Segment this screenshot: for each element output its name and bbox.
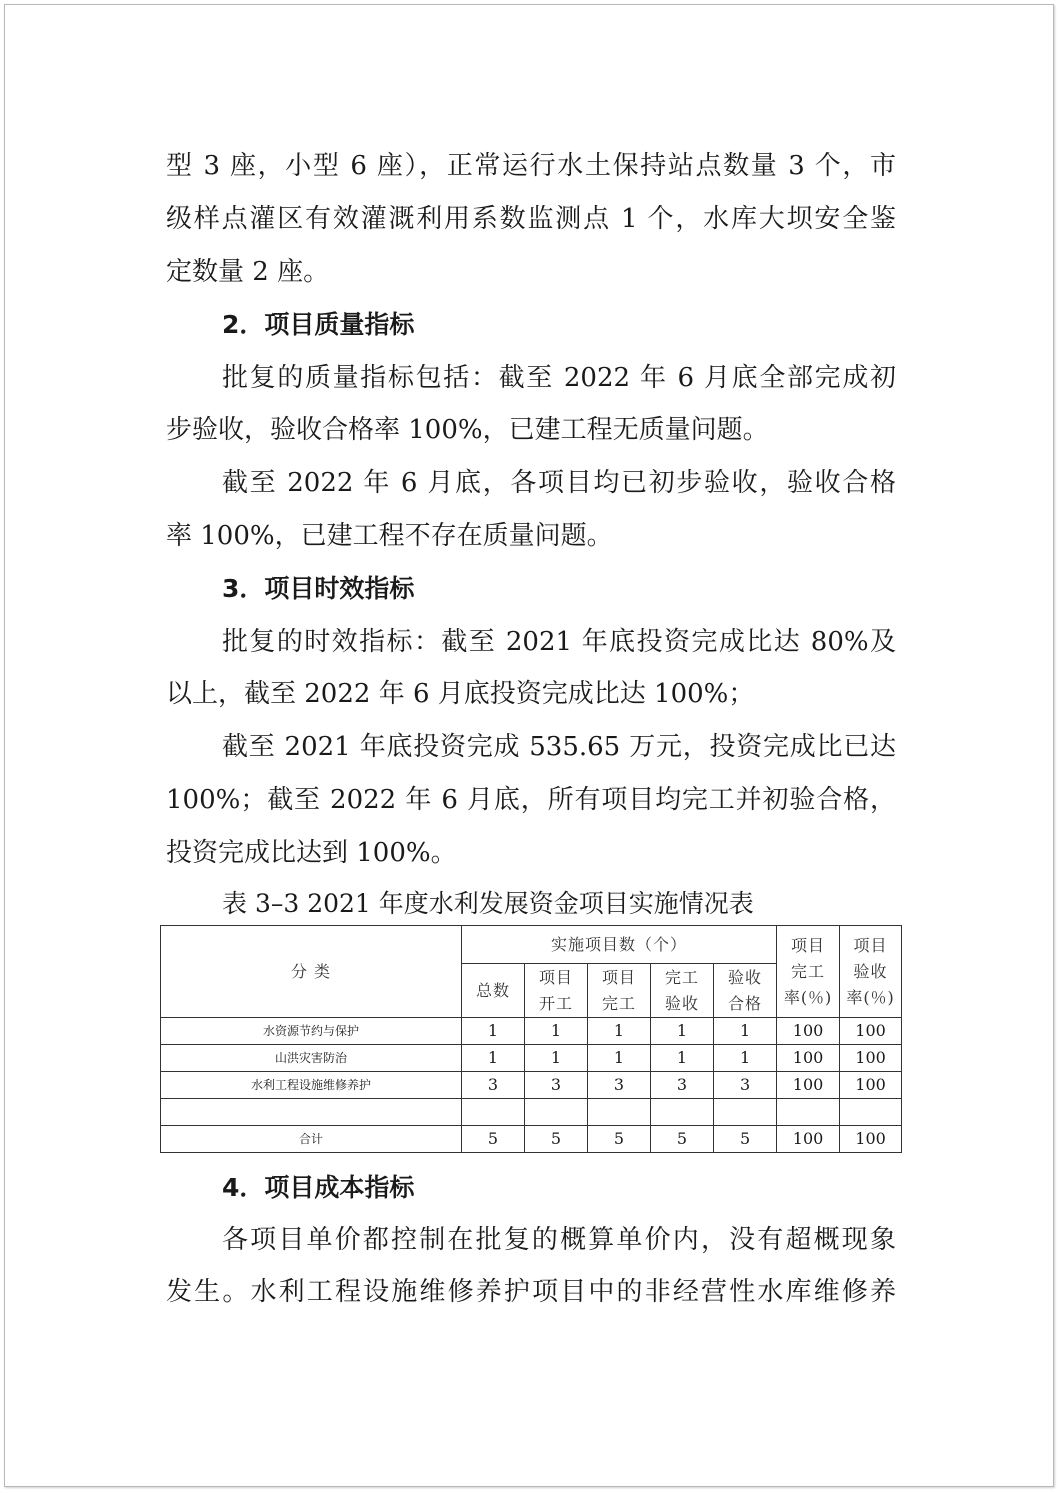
cell-value: 3: [588, 1072, 651, 1099]
table-row-total: [161, 1126, 902, 1153]
paragraph-line: 发生。水利工程设施维修养护项目中的非经营性水库维修养: [166, 1277, 896, 1307]
header-text: 项目: [601, 967, 636, 987]
cell-value: [462, 1099, 525, 1126]
cell-value: [525, 1099, 588, 1126]
section-heading-quality: 2．项目质量指标: [222, 310, 415, 339]
header-text: 完工: [601, 993, 636, 1013]
header-text: 完工: [664, 967, 699, 987]
header-text: 率(％): [783, 987, 833, 1007]
cell-value: 100: [777, 1018, 840, 1045]
header-text: 项目: [853, 935, 888, 955]
cell-value: 1: [651, 1018, 714, 1045]
cell-value: 3: [462, 1072, 525, 1099]
header-category: 分 类: [161, 926, 462, 1018]
paragraph-line: 各项目单价都控制在批复的概算单价内，没有超概现象: [222, 1225, 896, 1255]
header-passed: [714, 964, 777, 1018]
header-text: 开工: [538, 993, 573, 1013]
paragraph-line: 批复的时效指标：截至 2021 年底投资完成比达 80%及: [222, 627, 896, 657]
cell-value: 100: [777, 1126, 840, 1153]
cell-value: [777, 1099, 840, 1126]
cell-value: 1: [462, 1018, 525, 1045]
paragraph-line: 型 3 座，小型 6 座），正常运行水土保持站点数量 3 个，市: [166, 151, 896, 181]
paragraph-line: 以上，截至 2022 年 6 月底投资完成比达 100%；: [166, 679, 755, 709]
cell-category: 山洪灾害防治: [161, 1045, 462, 1072]
header-total: 总数: [462, 964, 525, 1018]
cell-value: 100: [840, 1045, 902, 1072]
cell-value: 5: [714, 1126, 777, 1153]
cell-value: [588, 1099, 651, 1126]
cell-value: 1: [462, 1045, 525, 1072]
header-completion-rate: [777, 926, 840, 1018]
cell-value: 1: [525, 1018, 588, 1045]
header-text: 完工: [791, 961, 826, 981]
header-text: 项目: [791, 935, 826, 955]
cell-value: 1: [588, 1045, 651, 1072]
cell-value: 100: [777, 1072, 840, 1099]
paragraph-line: 投资完成比达到 100%。: [166, 838, 457, 868]
cell-value: 1: [714, 1018, 777, 1045]
table-row: [161, 1045, 902, 1072]
cell-value: 1: [525, 1045, 588, 1072]
table-row: [161, 1072, 902, 1099]
cell-value: 5: [651, 1126, 714, 1153]
header-finished: [588, 964, 651, 1018]
cell-value: 100: [840, 1072, 902, 1099]
paragraph-line: 批复的质量指标包括：截至 2022 年 6 月底全部完成初: [222, 363, 896, 393]
cell-value: 100: [840, 1126, 902, 1153]
table-row: [161, 1018, 902, 1045]
cell-value: 3: [714, 1072, 777, 1099]
header-group: 实施项目数（个）: [462, 926, 777, 964]
table-row: [161, 1099, 902, 1126]
header-text: 验收: [853, 961, 888, 981]
header-text: 合格: [728, 993, 763, 1013]
cell-value: 1: [588, 1018, 651, 1045]
paragraph-line: 100%；截至 2022 年 6 月底，所有项目均完工并初验合格，: [166, 785, 896, 815]
cell-category: 合计: [161, 1126, 462, 1153]
cell-value: 3: [525, 1072, 588, 1099]
cell-category: 水利工程设施维修养护: [161, 1072, 462, 1099]
cell-value: [651, 1099, 714, 1126]
cell-value: 5: [525, 1126, 588, 1153]
paragraph-line: 级样点灌区有效灌溉利用系数监测点 1 个，水库大坝安全鉴: [166, 204, 896, 234]
project-implementation-table: [160, 925, 902, 1153]
header-started: [525, 964, 588, 1018]
cell-category: [161, 1099, 462, 1126]
header-text: 验收: [728, 967, 763, 987]
cell-value: 1: [651, 1045, 714, 1072]
paragraph-line: 率 100%，已建工程不存在质量问题。: [166, 521, 613, 551]
cell-value: 1: [714, 1045, 777, 1072]
paragraph-line: 截至 2021 年底投资完成 535.65 万元，投资完成比已达: [222, 732, 896, 762]
header-acceptance-rate: [840, 926, 902, 1018]
cell-value: [840, 1099, 902, 1126]
header-text: 率(％): [846, 987, 895, 1007]
cell-value: 5: [588, 1126, 651, 1153]
paragraph-line: 步验收，验收合格率 100%，已建工程无质量问题。: [166, 415, 769, 445]
paragraph-line: 定数量 2 座。: [166, 257, 330, 287]
cell-value: 100: [840, 1018, 902, 1045]
cell-category: 水资源节约与保护: [161, 1018, 462, 1045]
cell-value: 5: [462, 1126, 525, 1153]
table-caption: 表 3–3 2021 年度水利发展资金项目实施情况表: [222, 889, 754, 918]
cell-value: [714, 1099, 777, 1126]
section-heading-cost: 4．项目成本指标: [222, 1173, 415, 1202]
cell-value: 100: [777, 1045, 840, 1072]
header-text: 验收: [664, 993, 699, 1013]
cell-value: 3: [651, 1072, 714, 1099]
header-accepted: [651, 964, 714, 1018]
header-text: 项目: [538, 967, 573, 987]
section-heading-timeliness: 3．项目时效指标: [222, 574, 415, 603]
paragraph-line: 截至 2022 年 6 月底，各项目均已初步验收，验收合格: [222, 468, 896, 498]
